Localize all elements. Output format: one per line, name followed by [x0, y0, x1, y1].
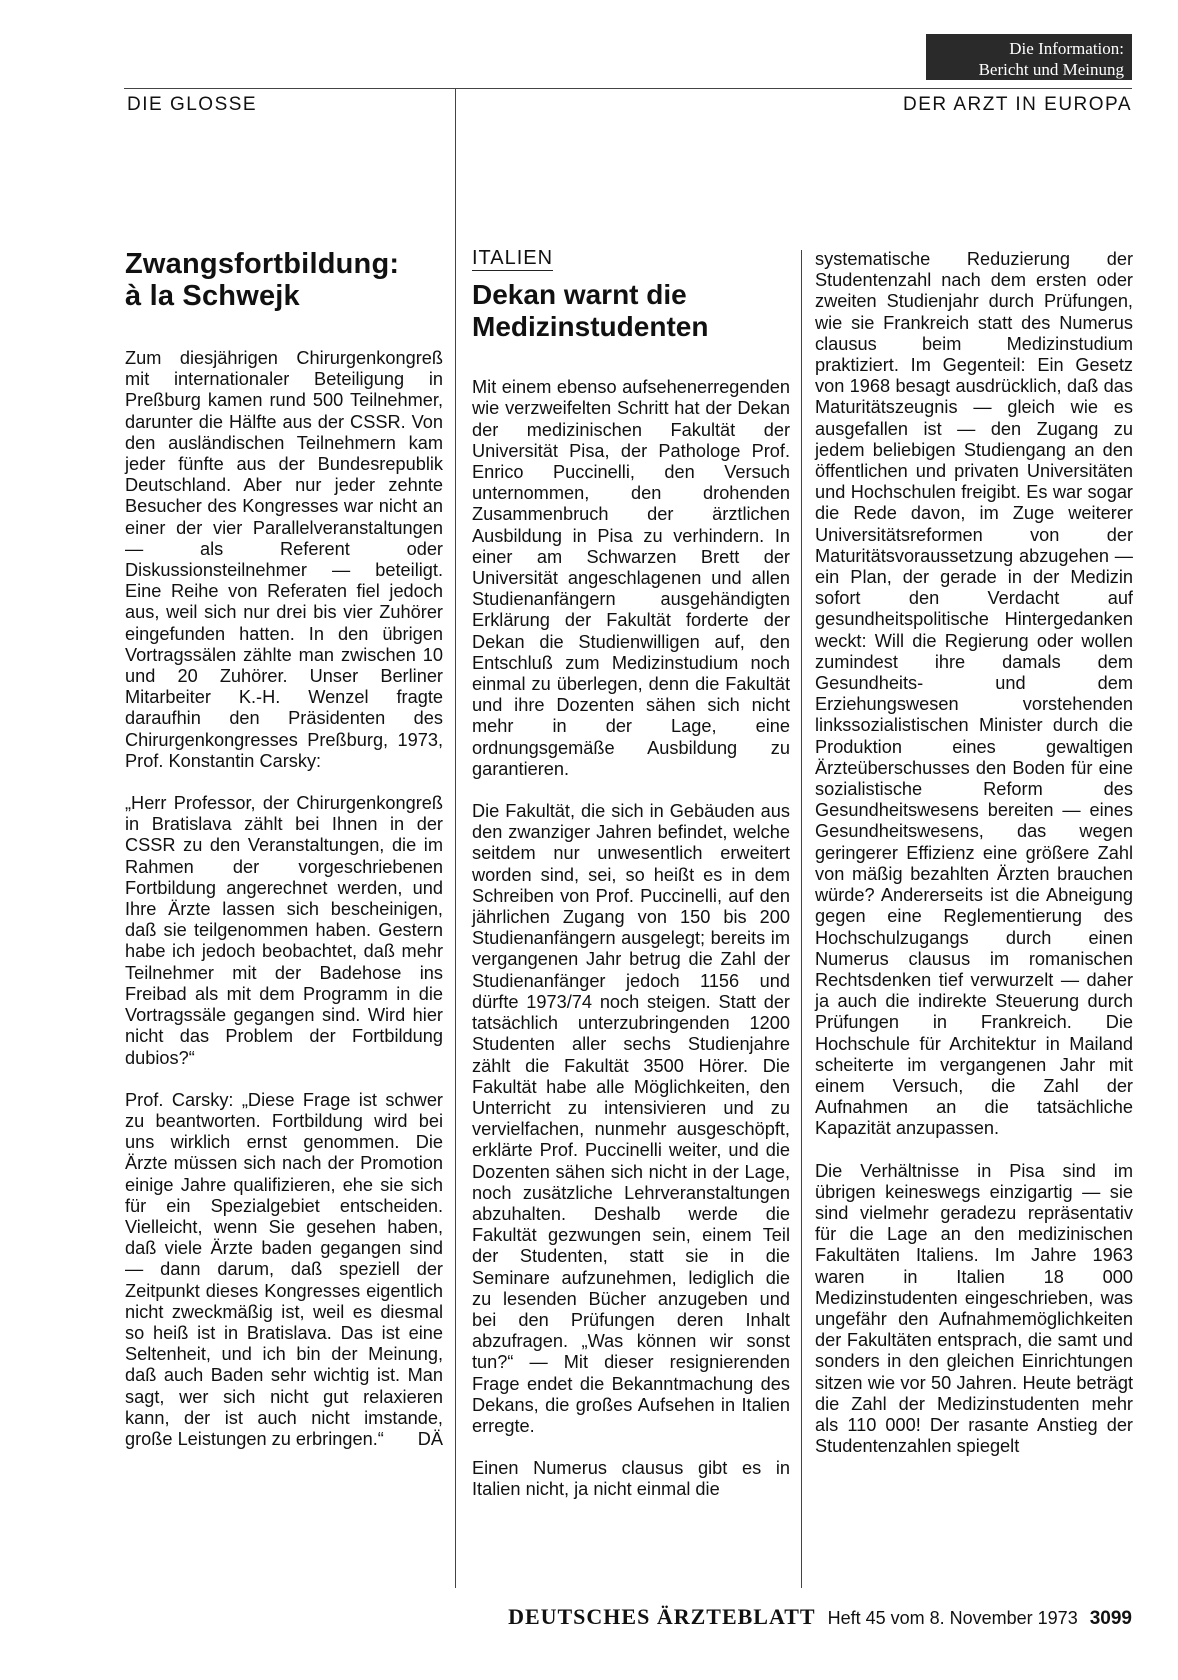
column-rule-left: [455, 88, 456, 1588]
header-rule: [124, 88, 1132, 89]
page-footer: [470, 1604, 1132, 1630]
author-signature: DÄ: [417, 1428, 443, 1449]
page-number: 3099: [1089, 1608, 1132, 1629]
article-glosse: [125, 248, 443, 1471]
paragraph: [125, 1090, 443, 1450]
headline-line2: Medizinstudenten: [472, 311, 709, 343]
article-italien: [472, 248, 790, 1522]
headline-line1: Dekan warnt die: [472, 279, 687, 311]
paragraph: Mit einem ebenso aufsehenerregenden wie verzweifelten Schritt hat der Dekan der medizinischen Fakultät der Universität Pisa, der Pathologe Prof. Enrico Puccinelli, den Versuch unternommen, den drohenden Zusammenbruch der ärztlichen Ausbildung in Pisa zu verhindern. In einer am Schwarzen Brett der Universität angeschlagenen und allen Studienanfängern ausgehändigten Erklärung der Fakultät forderte der Dekan die Studienwilligen auf, den Entschluß zum Medizinstudium noch einmal zu überlegen, denn die Fakultät und ihre Dozenten sähen sich nicht mehr in der Lage, eine ordnungsgemäße Ausbildung zu garantieren.: [472, 377, 790, 779]
article-kicker: ITALIEN: [472, 248, 553, 271]
paragraph-text: Prof. Carsky: „Diese Frage ist schwer zu beantworten. Fortbildung wird bei uns wirklich ernst genommen. Die Ärzte müssen sich nach der Promotion einige Jahre qualifizieren, ehe sie sich für ein Spezialgebiet entscheiden. Vielleicht, wenn Sie gesehen haben, daß viele Ärzte baden gegangen sind — dann darum, daß speziell der Zeitpunkt dieses Kongresses eigentlich nicht zweckmäßig ist, weil es diesmal so heiß ist in Bratislava. Das ist eine Seltenheit, und ich bin der Meinung, daß auch Baden sehr wichtig ist. Man sagt, wer sich nicht gut relaxieren kann, der ist auch nicht imstande, große Leistungen zu erbringen.“: [125, 1089, 443, 1449]
article-headline: [472, 279, 790, 343]
paragraph: Zum diesjährigen Chirurgenkongreß mit internationaler Beteiligung in Preßburg kamen rund 500 Teilnehmer, darunter die Hälfte aus der CSSR. Von den ausländischen Teilnehmern kam jeder fünfte aus der Bundesrepublik Deutschland. Aber nur jeder zehnte Besucher des Kongresses war nicht an einer der vier Parallelveranstaltungen — als Referent oder Diskussionsteilnehmer — beteiligt. Eine Reihe von Referaten fiel jedoch aus, weil sich nur drei bis vier Zuhörer eingefunden hatten. In den übrigen Vortragssälen zählte man zwischen 10 und 20 Zuhörer. Unser Berliner Mitarbeiter K.-H. Wenzel fragte daraufhin den Präsidenten des Chirurgenkongresses Preßburg, 1973, Prof. Konstantin Carsky:: [125, 348, 443, 771]
paragraph: Die Fakultät, die sich in Gebäuden aus den zwanziger Jahren befindet, welche seitdem nur unwesentlich erweitert worden sind, sei, so heißt es in dem Schreiben von Prof. Puccinelli, auf den jährlichen Zugang von 150 bis 200 Studienanfängern ausgelegt; bereits im vergangenen Jahr betrug die Zahl der Studienanfänger jedoch 1156 und dürfte 1973/74 noch steigen. Statt der tatsächlich unterzubringenden 1200 Studenten aller sechs Studienjahre zählt die Fakultät 3500 Hörer. Die Fakultät habe alle Möglichkeiten, den Unterricht zu intensivieren und zu vervielfachen, nunmehr ausgeschöpft, erklärte Prof. Puccinelli weiter, und die Dozenten sähen sich nicht in der Lage, noch zusätzliche Lehrveranstaltungen abzuhalten. Deshalb werde die Fakultät gezwungen sein, einem Teil der Studenten, statt sie in die Seminare aufzunehmen, lediglich die zu lesenden Bücher anzugeben und bei den Prüfungen deren Inhalt abzufragen. „Was können wir sonst tun?“ — Mit dieser resignierenden Frage endet die Bekanntmachung des Dekans, die großes Aufsehen in Italien erregte.: [472, 801, 790, 1436]
headline-line1: Zwangsfortbildung:: [125, 248, 400, 280]
article-italien-continued: [815, 249, 1133, 1478]
section-tag-line2: Bericht und Meinung: [978, 60, 1124, 79]
masthead: DEUTSCHES ÄRZTEBLATT: [508, 1604, 816, 1629]
section-label-left: DIE GLOSSE: [127, 94, 258, 115]
section-tag: [926, 34, 1132, 80]
paragraph: Die Verhältnisse in Pisa sind im übrigen keineswegs einzigartig — sie sind vielmehr geradezu repräsentativ für die Lage an den medizinischen Fakultäten Italiens. Im Jahre 1963 waren in Italien 18 000 Medizinstudenten eingeschrieben, was ungefähr den Aufnahmemöglichkeiten der Fakultäten entsprach, die samt und sonders in den gleichen Einrichtungen sitzen wie vor 50 Jahren. Heute beträgt die Zahl der Medizinstudenten mehr als 110 000! Der rasante Anstieg der Studentenzahlen spiegelt: [815, 1160, 1133, 1457]
issue-info: Heft 45 vom 8. November 1973: [827, 1608, 1078, 1628]
section-label-right: DER ARZT IN EUROPA: [903, 94, 1132, 115]
paragraph: Einen Numerus clausus gibt es in Italien nicht, ja nicht einmal die: [472, 1458, 790, 1500]
article-headline: [125, 248, 443, 312]
paragraph: „Herr Professor, der Chirurgenkongreß in Bratislava zählt bei Ihnen in der CSSR zu den Veranstaltungen, die im Rahmen der vorgeschriebenen Fortbildung angerechnet werden, und Ihre Ärzte lassen sich bescheinigen, daß sie teilgenommen haben. Gestern habe ich jedoch beobachtet, daß mehr Teilnehmer mit der Badehose ins Freibad als mit dem Programm in die Vortragssäle gegangen sind. Wird hier nicht das Problem der Fortbildung dubios?“: [125, 793, 443, 1068]
section-tag-line1: Die Information:: [1009, 39, 1124, 58]
column-rule-right: [801, 250, 802, 1588]
paragraph: systematische Reduzierung der Studentenzahl nach dem ersten oder zweiten Studienjahr durch Prüfungen, wie sie Frankreich statt des Numerus clausus beim Medizinstudium praktiziert. Im Gegenteil: Ein Gesetz von 1968 besagt ausdrücklich, daß das Maturitätszeugnis — gleich wie es ausgefallen ist — den Zugang zu jedem beliebigen Studiengang an den öffentlichen und privaten Universitäten und Hochschulen freigibt. Es war sogar die Rede davon, im Zuge weiterer Universitätsreformen von der Maturitätsvoraussetzung abzugehen — ein Plan, der gerade in der Medizin sofort den Verdacht auf gesundheitspolitische Hintergedanken weckt: Will die Regierung oder wollen zumindest ihre damals dem Gesundheits- und dem Erziehungswesen vorstehenden linkssozialistischen Minister durch die Produktion eines gewaltigen Ärzteüberschusses den Boden für eine sozialistische Reform des Gesundheitswesens bereiten — eines Gesundheitswesens, das wegen geringerer Effizienz eine größere Zahl von mäßig bezahlten Ärzten brauchen würde? Andererseits ist die Abneigung gegen eine Reglementierung des Hochschulzugangs durch einen Numerus clausus im romanischen Rechtsdenken tief verwurzelt — daher ja auch die indirekte Steuerung durch Prüfungen in Frankreich. Die Hochschule für Architektur in Mailand scheiterte im vergangenen Jahr mit einem Versuch, die Zahl der Aufnahmen an die tatsächliche Kapazität anzupassen.: [815, 249, 1133, 1139]
headline-line2: à la Schwejk: [125, 280, 300, 312]
